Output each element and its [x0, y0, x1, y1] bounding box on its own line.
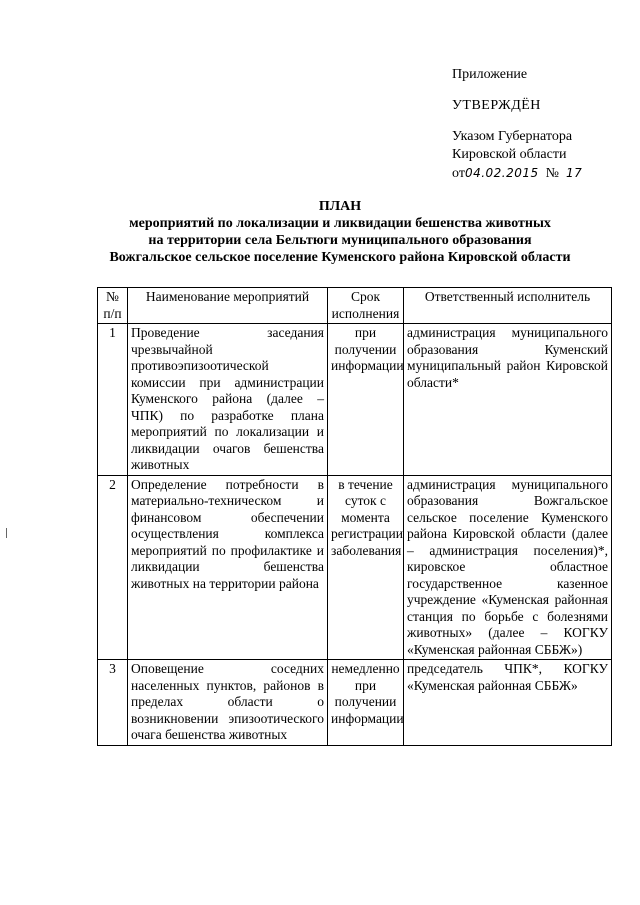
row-name: Определение потребности в материально-техническом и финансовом обеспечении осуществления комплекса мероприятий по профилактике и ликвидации бешенства животных на территории района [128, 475, 328, 660]
plan-subtitle-line-2: на территории села Бельтюги муниципального образования [148, 233, 532, 248]
header-name: Наименование мероприятий [128, 288, 328, 324]
table-row [98, 324, 612, 476]
decree-line-1: Указом Губернатора [452, 129, 573, 144]
plan-subtitle-line-1: мероприятий по локализации и ликвидации бешенства животных [129, 216, 551, 231]
table-row [98, 475, 612, 660]
plan-heading [90, 198, 590, 266]
row-num: 3 [98, 660, 128, 746]
handwritten-number: 17 [566, 166, 583, 180]
table-header-row [98, 288, 612, 324]
decree-line-2: Кировской области [452, 147, 567, 162]
approval-block [452, 66, 632, 183]
header-num: № п/п [98, 288, 128, 324]
plan-subtitle-line-3: Вожгальское сельское поселение Куменского района Кировской области [109, 250, 571, 265]
approved-label: УТВЕРЖДЁН [452, 98, 541, 113]
plan-title: ПЛАН [318, 199, 362, 214]
row-name: Проведение заседания чрезвычайной противоэпизоотической комиссии при администрации Куменского района (далее – ЧПК) по разработке плана мероприятий по локализации и ликвидации очагов бешенства животных [128, 324, 328, 476]
row-num: 1 [98, 324, 128, 476]
row-term: немедленно при получении информации [328, 660, 404, 746]
measures-table [97, 287, 612, 746]
handwritten-date: 04.02.2015 [464, 166, 539, 180]
row-num: 2 [98, 475, 128, 660]
appendix-label: Приложение [452, 67, 528, 82]
row-name: Оповещение соседних населенных пунктов, районов в пределах области о возникновении эпизоотического очага бешенства животных [128, 660, 328, 746]
number-sign: № [545, 166, 560, 181]
row-term: при получении информации [328, 324, 404, 476]
row-executor: администрация муниципального образования Вожгальское сельское поселение Куменского района Кировской области (далее – администрация поселения)*, кировское областное государственное казенное учреждение «Куменская районная станция по борьбе с болезнями животных» (далее – КОГКУ «Куменская районная СББЖ») [404, 475, 612, 660]
row-term: в течение суток с момента регистрации заболевания [328, 475, 404, 660]
date-prefix: от [452, 166, 465, 181]
table-row [98, 660, 612, 746]
header-executor: Ответственный исполнитель [404, 288, 612, 324]
header-term: Срок исполнения [328, 288, 404, 324]
decree-date-line [452, 164, 632, 183]
scan-margin-mark [6, 528, 7, 538]
row-executor: администрация муниципального образования Куменский муниципальный район Кировской области* [404, 324, 612, 476]
row-executor: председатель ЧПК*, КОГКУ «Куменская районная СББЖ» [404, 660, 612, 746]
